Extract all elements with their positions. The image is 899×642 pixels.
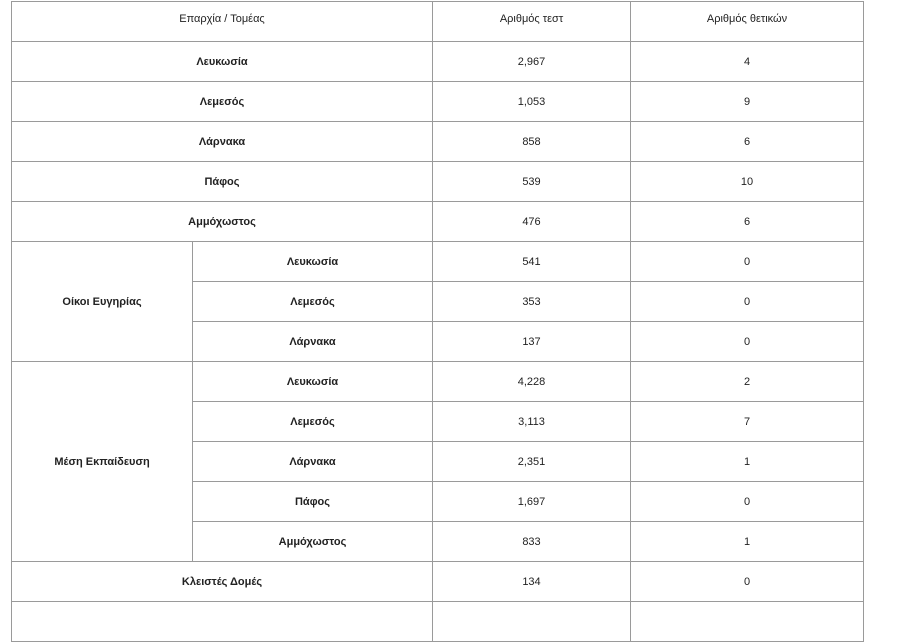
tests-count: 541 [433, 242, 631, 282]
table-row [12, 362, 864, 402]
header-positive: Αριθμός θετικών [631, 2, 864, 42]
table-row [12, 202, 864, 242]
positive-count: 1 [631, 522, 864, 562]
positive-count: 2 [631, 362, 864, 402]
tests-count: 4,228 [433, 362, 631, 402]
subregion-name: Λευκωσία [193, 242, 433, 282]
positive-count: 0 [631, 282, 864, 322]
region-name: Λάρνακα [12, 122, 433, 162]
table-row [12, 82, 864, 122]
empty-cell [12, 602, 433, 642]
tests-count: 1,053 [433, 82, 631, 122]
positive-count: 9 [631, 82, 864, 122]
subregion-name: Λάρνακα [193, 322, 433, 362]
table-row [12, 162, 864, 202]
tests-count: 3,113 [433, 402, 631, 442]
region-name: Κλειστές Δομές [12, 562, 433, 602]
region-name: Λευκωσία [12, 42, 433, 82]
region-name: Λεμεσός [12, 82, 433, 122]
tests-count: 137 [433, 322, 631, 362]
empty-cell [631, 602, 864, 642]
tests-count: 353 [433, 282, 631, 322]
positive-count: 6 [631, 122, 864, 162]
header-tests: Αριθμός τεστ [433, 2, 631, 42]
empty-cell [433, 602, 631, 642]
positive-count: 0 [631, 482, 864, 522]
positive-count: 7 [631, 402, 864, 442]
tests-count: 1,697 [433, 482, 631, 522]
table-row [12, 242, 864, 282]
subregion-name: Λάρνακα [193, 442, 433, 482]
table-row-cut-off [12, 602, 864, 642]
subregion-name: Λεμεσός [193, 282, 433, 322]
header-region: Επαρχία / Τομέας [12, 2, 433, 42]
tests-count: 833 [433, 522, 631, 562]
positive-count: 0 [631, 562, 864, 602]
subregion-name: Λεμεσός [193, 402, 433, 442]
positive-count: 0 [631, 322, 864, 362]
positive-count: 10 [631, 162, 864, 202]
tests-count: 2,967 [433, 42, 631, 82]
tests-count: 539 [433, 162, 631, 202]
header-row [12, 2, 864, 42]
region-name: Αμμόχωστος [12, 202, 433, 242]
tests-count: 858 [433, 122, 631, 162]
group-care-homes: Οίκοι Ευγηρίας [12, 242, 193, 362]
covid-tests-table [11, 1, 864, 642]
table-row [12, 122, 864, 162]
tests-count: 134 [433, 562, 631, 602]
group-secondary-education: Μέση Εκπαίδευση [12, 362, 193, 562]
subregion-name: Λευκωσία [193, 362, 433, 402]
positive-count: 0 [631, 242, 864, 282]
positive-count: 1 [631, 442, 864, 482]
tests-count: 476 [433, 202, 631, 242]
region-name: Πάφος [12, 162, 433, 202]
table-row [12, 42, 864, 82]
positive-count: 6 [631, 202, 864, 242]
positive-count: 4 [631, 42, 864, 82]
subregion-name: Πάφος [193, 482, 433, 522]
table-row [12, 562, 864, 602]
subregion-name: Αμμόχωστος [193, 522, 433, 562]
tests-count: 2,351 [433, 442, 631, 482]
